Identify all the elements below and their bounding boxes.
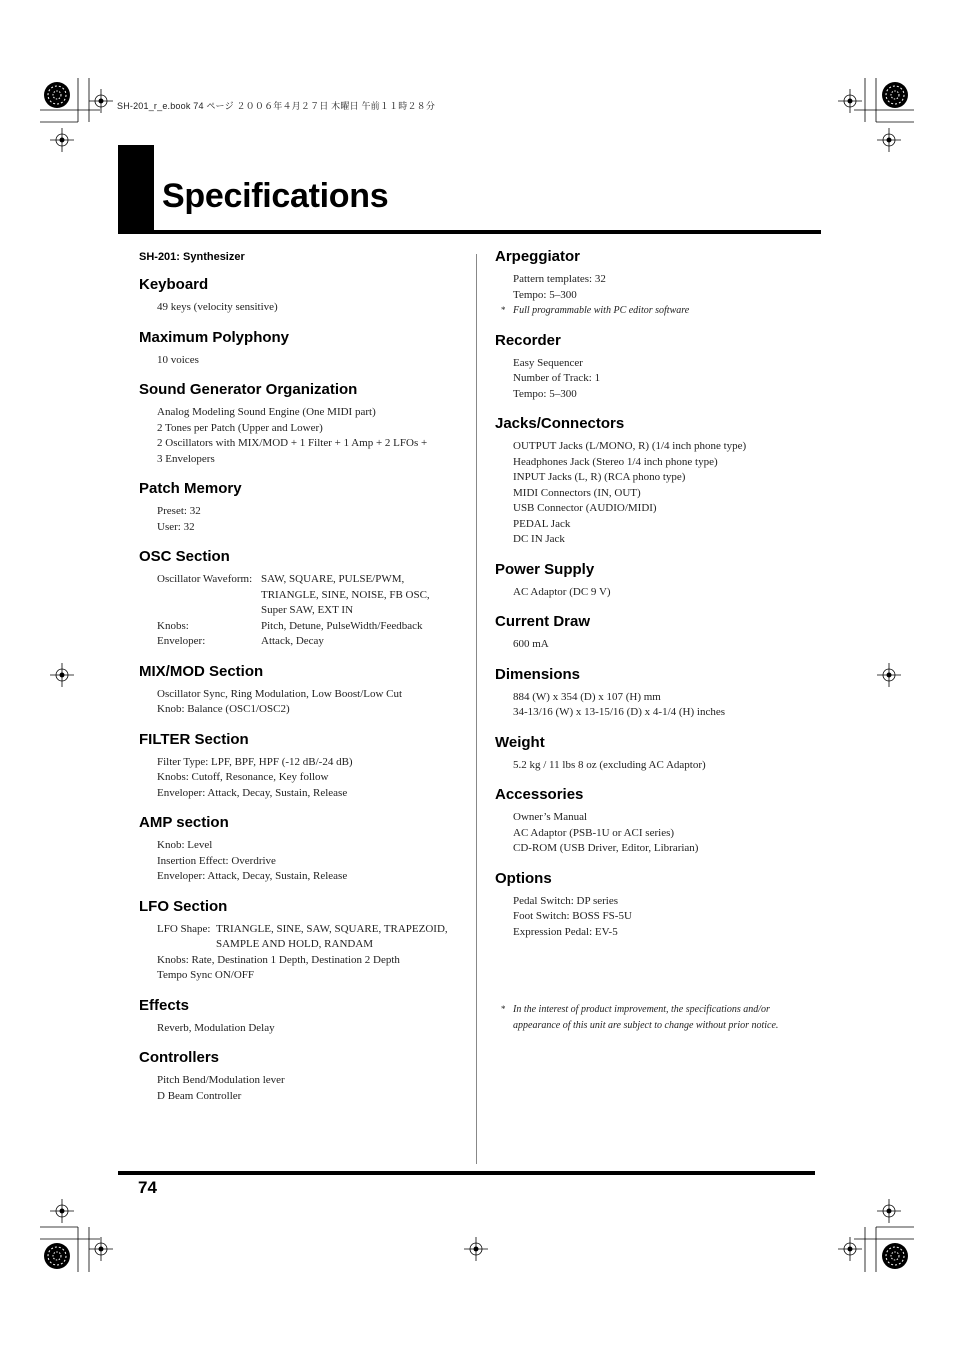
spec-value: TRIANGLE, SINE, NOISE, FB OSC, [261,588,430,601]
spec-line: User: 32 [157,520,195,533]
section-heading: MIX/MOD Section [139,662,264,680]
spec-line: D Beam Controller [157,1089,242,1102]
spec-line: Pitch Bend/Modulation lever [157,1074,285,1086]
section-heading: Options [495,869,552,887]
section-heading: Arpeggiator [495,248,581,265]
spec-line: Knob: Level [157,839,213,851]
spec-line: Reverb, Modulation Delay [157,1021,275,1034]
spec-line: 2 Tones per Patch (Upper and Lower) [157,421,323,434]
asterisk-icon: * [501,305,506,315]
crosshair-target-icon [877,1199,901,1223]
section-heading: FILTER Section [139,730,249,748]
spec-line: AC Adaptor (DC 9 V) [513,585,611,598]
crosshair-target-icon [50,1199,74,1223]
section-heading: Weight [495,733,545,751]
spec-line: Easy Sequencer [513,356,583,369]
spec-line: Owner’s Manual [513,811,588,823]
spec-line: Filter Type: LPF, BPF, HPF (-12 dB/-24 dB) [157,755,353,768]
spec-value: TRIANGLE, SINE, SAW, SQUARE, TRAPEZOID, [216,922,448,935]
spec-line: Insertion Effect: Overdrive [157,854,276,867]
spec-line: Number of Track: 1 [513,372,601,384]
spec-line: 5.2 kg / 11 lbs 8 oz (excluding AC Adaptor) [513,758,706,771]
section-heading: Patch Memory [139,480,242,497]
spec-line: USB Connector (AUDIO/MIDI) [513,502,657,514]
section-heading: Current Draw [495,613,591,630]
footnote-line: In the interest of product improvement, the specifications and/or [513,1004,770,1015]
spec-value: SAMPLE AND HOLD, RANDAM [216,938,374,950]
page-title: Specifications [162,177,389,215]
spec-line: AC Adaptor (PSB-1U or ACI series) [513,826,675,839]
spec-key: Enveloper: [157,635,206,647]
spec-key: LFO Shape: [157,922,211,935]
section-heading: OSC Section [139,548,230,565]
spec-line: 10 voices [157,353,199,366]
spec-line: Headphones Jack (Stereo 1/4 inch phone type) [513,455,718,468]
section-heading: LFO Section [139,897,228,915]
spec-line: Tempo: 5–300 [513,288,577,301]
spec-value: Pitch, Detune, PulseWidth/Feedback [261,619,423,632]
model-label: SH-201: Synthesizer [139,251,245,263]
crosshair-target-icon [89,89,113,113]
spec-line: MIDI Connectors (IN, OUT) [513,486,641,499]
crosshair-target-icon [464,1237,488,1261]
spec-key: Knobs: [157,619,189,632]
spec-line: 600 mA [513,638,549,650]
section-heading: Dimensions [495,665,581,683]
spec-line: PEDAL Jack [513,517,571,530]
spec-line: CD-ROM (USB Driver, Editor, Librarian) [513,842,699,854]
spec-value: SAW, SQUARE, PULSE/PWM, [261,573,405,585]
spec-line: Knob: Balance (OSC1/OSC2) [157,703,290,715]
book-header-info: SH-201_r_e.book 74 ページ ２００６年４月２７日 木曜日 午前１１時２８分 [117,101,436,111]
spec-line: Pattern templates: 32 [513,273,606,285]
section-heading: Sound Generator Organization [139,381,358,398]
spec-line: Knobs: Rate, Destination 1 Depth, Destination 2 Depth [157,953,400,966]
spec-value: Super SAW, EXT IN [261,604,354,616]
crosshair-target-icon [877,128,901,152]
spec-line: OUTPUT Jacks (L/MONO, R) (1/4 inch phone type) [513,440,747,452]
spec-line: 884 (W) x 354 (D) x 107 (H) mm [513,690,661,703]
sunburst-target-icon [882,82,908,108]
asterisk-icon: * [501,1004,506,1014]
page-number: 74 [138,1178,157,1197]
crosshair-target-icon [50,663,74,687]
section-heading: Power Supply [495,560,595,578]
section-heading: Keyboard [139,276,209,293]
sunburst-target-icon [44,1243,70,1269]
spec-line: DC IN Jack [513,533,565,545]
section-heading: Jacks/Connectors [495,415,625,432]
spec-line: Oscillator Sync, Ring Modulation, Low Boost/Low Cut [157,687,403,700]
spec-line: Tempo: 5–300 [513,387,577,400]
spec-line: Analog Modeling Sound Engine (One MIDI part) [157,406,376,418]
spec-key: Oscillator Waveform: [157,573,253,585]
section-heading: Accessories [495,786,584,803]
sunburst-target-icon [882,1243,908,1269]
section-heading: Effects [139,996,190,1014]
spec-line: Knobs: Cutoff, Resonance, Key follow [157,771,329,783]
crosshair-target-icon [50,128,74,152]
section-heading: Controllers [139,1049,220,1066]
spec-line: INPUT Jacks (L, R) (RCA phono type) [513,471,686,483]
crosshair-target-icon [838,1237,862,1261]
sunburst-target-icon [44,82,70,108]
crosshair-target-icon [838,89,862,113]
spec-line: Expression Pedal: EV-5 [513,925,618,938]
spec-line: Foot Switch: BOSS FS-5U [513,910,632,922]
section-heading: Maximum Polyphony [139,328,290,346]
section-heading: AMP section [139,814,229,831]
spec-line: Tempo Sync ON/OFF [157,969,255,981]
section-heading: Recorder [495,331,561,349]
spec-line: 3 Envelopers [157,452,215,465]
crosshair-target-icon [877,663,901,687]
spec-line: Pedal Switch: DP series [513,894,618,907]
spec-line: 49 keys (velocity sensitive) [157,301,278,313]
spec-line: 2 Oscillators with MIX/MOD + 1 Filter + 1 Amp + 2 LFOs + [157,437,428,449]
note-text: Full programmable with PC editor software [513,305,690,316]
spec-line: Preset: 32 [157,505,201,517]
spec-line: Enveloper: Attack, Decay, Sustain, Release [157,786,348,799]
spec-line: 34-13/16 (W) x 13-15/16 (D) x 4-1/4 (H) inches [513,706,726,718]
spec-value: Attack, Decay [261,635,324,647]
footnote-line: appearance of this unit are subject to change without prior notice. [513,1019,779,1031]
spec-line: Enveloper: Attack, Decay, Sustain, Release [157,870,348,882]
crosshair-target-icon [89,1237,113,1261]
